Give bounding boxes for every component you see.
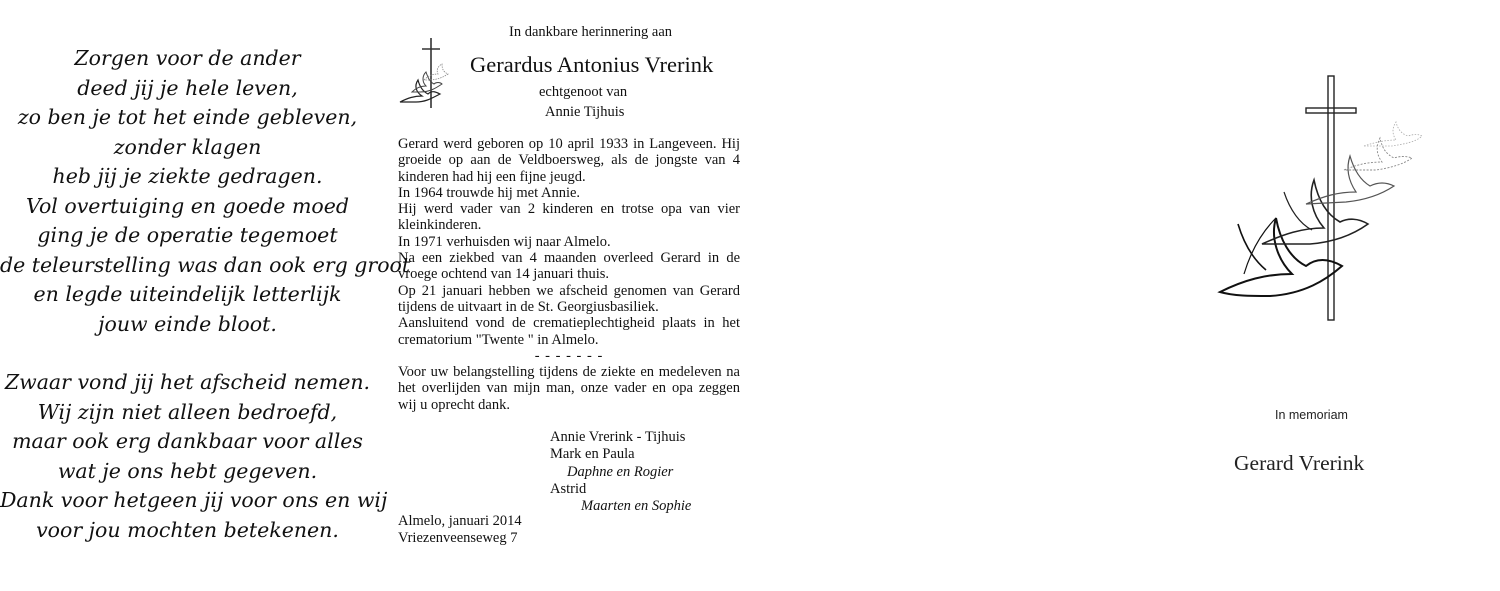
cover-name: Gerard Vrerink [1234,451,1365,475]
poem-line: zonder klagen [113,134,262,159]
biography-paragraph: Na een ziekbed van 4 maanden overleed Gerard in de vroege ochtend van 14 januari thuis. [398,250,740,283]
poem [0,44,411,545]
poem-line: voor jou mochten betekenen. [36,517,339,542]
biography-paragraph: Op 21 januari hebben we afscheid genomen van Gerard tijdens de uitvaart in de St. Georgiusbasiliek. [398,282,740,315]
family-wife: Annie Vrerink - Tijhuis [550,429,686,445]
poem-line: Vol overtuiging en goede moed [26,193,349,218]
cross-with-doves-icon [398,36,450,112]
cross-with-doves-icon [1214,74,1426,326]
poem-line: de teleurstelling was dan ook erg groot [0,252,411,277]
in-memoriam-label: In memoriam [1275,408,1348,422]
address: Vriezenveenseweg 7 [398,529,518,546]
intro-line: In dankbare herinnering aan [509,24,673,40]
biography-paragraph: In 1971 verhuisden wij naar Almelo. [398,233,611,250]
separator: - - - - - - - [534,347,604,364]
place-and-address [398,513,522,546]
poem-line: Zorgen voor de ander [74,46,301,70]
biography-paragraph: Aansluitend vond de crematieplechtigheid plaats in het crematorium "Twente " in Almelo. [398,315,740,348]
poem-line: ging je de operatie tegemoet [37,223,338,247]
family-child: Mark en Paula [550,446,635,462]
family-child: Astrid [550,481,587,497]
poem-line: deed jij je hele leven, [77,75,298,100]
biography-paragraph: In 1964 trouwde hij met Annie. [398,184,581,201]
place-date: Almelo, januari 2014 [398,513,522,529]
poem-line: en legde uiteindelijk letterlijk [33,282,342,306]
stanza-gap [0,339,375,368]
biography-paragraph: Gerard werd geboren op 10 april 1933 in Langeveen. Hij groeide op aan de Veldboersweg, als de jongste van 4 kinderen had hij een fijne jeugd. [398,136,740,185]
family-grandchildren: Daphne en Rogier [567,464,674,480]
poem-line: Zwaar vond jij het afscheid nemen. [4,370,371,394]
thanks-text: Voor uw belangstelling tijdens de ziekte en medeleven na het overlijden van mijn man, onze vader en opa zeggen wij u oprecht dank. [398,364,740,413]
biography [398,136,740,413]
poem-line: wat je ons hebt gegeven. [57,458,318,483]
deceased-full-name: Gerardus Antonius Vrerink [470,52,714,77]
poem-line: Dank voor hetgeen jij voor ons en wij [0,488,388,512]
spouse-label: echtgenoot van [539,84,628,100]
poem-line: maar ook erg dankbaar voor alles [12,429,363,453]
family-grandchildren: Maarten en Sophie [581,498,692,514]
biography-paragraph: Hij werd vader van 2 kinderen en trotse opa van vier kleinkinderen. [398,201,740,234]
poem-line: zo ben je tot het einde gebleven, [17,105,358,129]
poem-line: jouw einde bloot. [98,311,277,336]
poem-line: heb jij je ziekte gedragen. [52,164,323,188]
poem-line: Wij zijn niet alleen bedroefd, [37,399,338,424]
spouse-name: Annie Tijhuis [545,104,625,120]
